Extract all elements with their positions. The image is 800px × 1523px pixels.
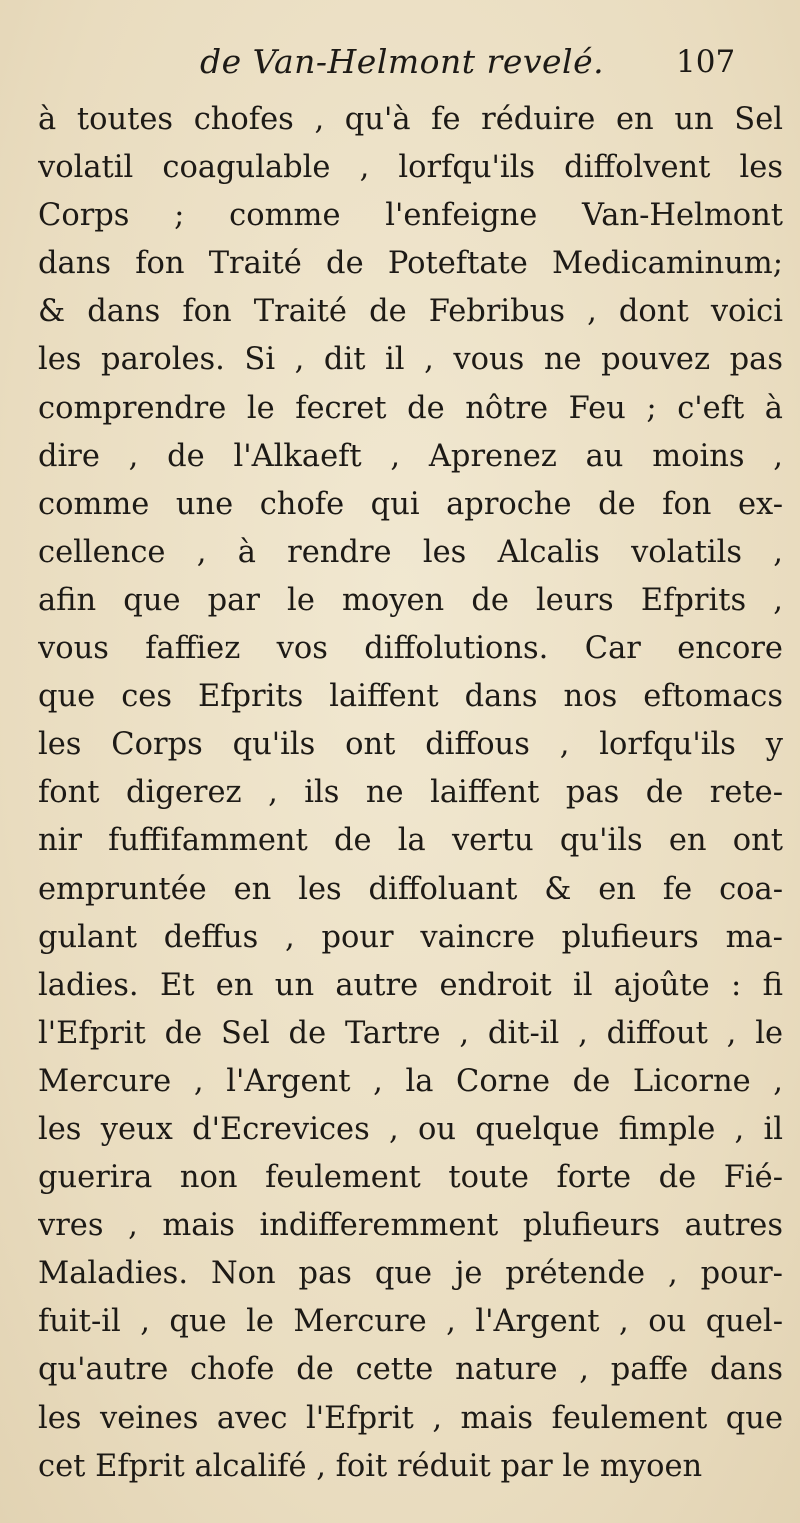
text-line: fuit-il , que le Mercure , l'Argent , ou quel- [38, 1304, 783, 1340]
text-line: dire , de l'Alkaeft , Aprenez au moins , [38, 438, 783, 474]
text-line: nir fuffifamment de la vertu qu'ils en ont [38, 823, 783, 859]
text-line: qu'autre chofe de cette nature , paffe dans [38, 1352, 783, 1388]
body-text [38, 96, 783, 1491]
text-line: comprendre le fecret de nôtre Feu ; c'eft à [38, 390, 783, 426]
text-line: Mercure , l'Argent , la Corne de Licorne , [38, 1063, 783, 1099]
text-line: font digerez , ils ne laiffent pas de rete- [38, 775, 783, 811]
text-line: comme une chofe qui aproche de fon ex- [38, 486, 783, 522]
text-line: les veines avec l'Efprit , mais feulement que [38, 1400, 783, 1436]
text-line: les Corps qu'ils ont diffous , lorfqu'ils y [38, 727, 783, 763]
page-number: 107 [676, 44, 736, 80]
text-line: volatil coagulable , lorfqu'ils diffolvent les [38, 150, 783, 186]
text-line: cet Efprit alcalifé , foit réduit par le myoen [38, 1448, 703, 1484]
page-header [0, 42, 800, 92]
text-line: gulant deffus , pour vaincre plufieurs ma- [38, 919, 783, 955]
text-line: cellence , à rendre les Alcalis volatils , [38, 534, 783, 570]
text-line: vres , mais indifferemment plufieurs autres [38, 1208, 783, 1244]
text-line: à toutes chofes , qu'à fe réduire en un Sel [38, 102, 783, 137]
text-line: que ces Efprits laiffent dans nos eftomacs [38, 679, 783, 715]
text-line: guerira non feulement toute forte de Fié- [38, 1160, 783, 1196]
running-title: de Van-Helmont revelé. [200, 42, 605, 81]
text-line: Corps ; comme l'enfeigne Van-Helmont [38, 198, 783, 234]
text-line: les paroles. Si , dit il , vous ne pouvez pas [38, 342, 783, 378]
text-line: l'Efprit de Sel de Tartre , dit-il , diffout , le [38, 1015, 783, 1051]
text-line: vous faffiez vos diffolutions. Car encore [38, 631, 783, 667]
text-line: dans fon Traité de Poteftate Medicaminum; [38, 246, 783, 282]
text-line: Maladies. Non pas que je prétende , pour- [38, 1256, 783, 1292]
text-line: & dans fon Traité de Febribus , dont voici [38, 294, 783, 330]
text-line: afin que par le moyen de leurs Efprits , [38, 582, 783, 618]
text-line: ladies. Et en un autre endroit il ajoûte : fi [38, 967, 783, 1003]
text-line: empruntée en les diffoluant & en fe coa- [38, 871, 783, 907]
text-line: les yeux d'Ecrevices , ou quelque fimple , il [38, 1111, 783, 1147]
